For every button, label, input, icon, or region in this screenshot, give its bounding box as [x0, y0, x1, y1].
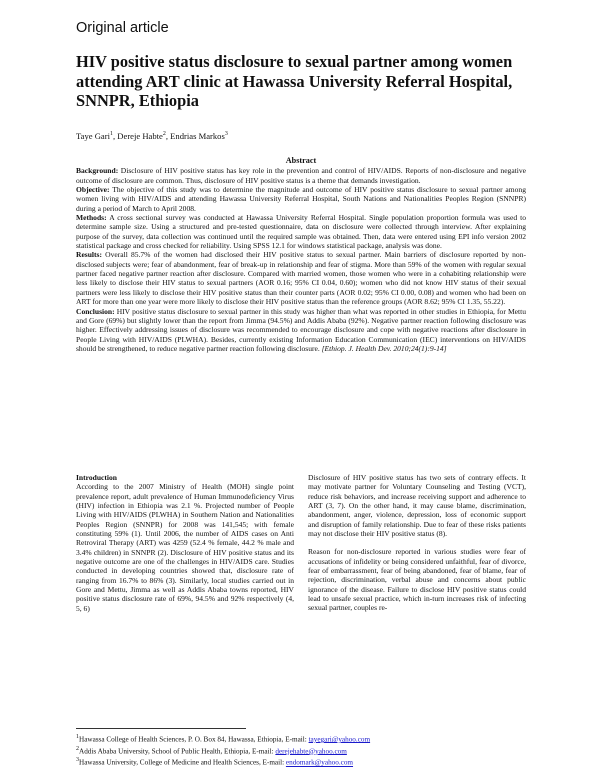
- footnote-text: Addis Ababa University, School of Public Health, Ethiopia, E-mail:: [79, 746, 276, 755]
- article-title: HIV positive status disclosure to sexual partner among women attending ART clinic at Hawassa University Referral Hospital, SNNPR, Ethiopia: [76, 52, 513, 110]
- intro-paragraph: Disclosure of HIV positive status has two sets of contrary effects. It may motivate partner for Voluntary Counseling and Testing (VCT), reduce risk behaviors, and increase receiving support and adherence to ART (3, 7). On the other hand, it may cause blame, discrimination, abandonment, anger, violence, depression, loss of economic support and disruption of family relationship. Due to fear of these risks patients may not disclose their HIV positive status (8).: [308, 473, 526, 539]
- author-separator: ,: [165, 131, 171, 141]
- results-text: Overall 85.7% of the women had disclosed their HIV positive status to sexual partner. Main barriers of disclosure reported by non-disclosed subjects were; fear of abandonment, fear of break-up in relationship and fear of stigma. More than 59% of the women with regular sexual partner faced negative partner reaction after disclosure. Compared with married women, those women who were in a cohabiting relationship were less likely to disclose their HIV status to sexual partners (AOR 0.16; 95% CI 0.04, 0.60); women who did not know HIV status of their sexual partners were less likely to disclose their HIV positive status than their counter parts (AOR 0.02; 95% CI 0.00, 0.08) and women who had been on ART for more than one year were more likely to disclose their HIV positive status than the reference groups (AOR 8.62; 95% CI 1.35, 55.22).: [76, 250, 526, 307]
- background-text: Disclosure of HIV positive status has key role in the prevention and control of HIV/AIDS. Reports of non-disclosure and negative outcome of disclosure are common. Thus, disclosure of HIV positive status is a theme that demands investigation.: [76, 166, 526, 185]
- results-label: Results:: [76, 250, 102, 260]
- footnote-number: 1: [76, 734, 79, 740]
- introduction-heading: Introduction: [76, 473, 117, 482]
- footnote-text: Hawassa College of Health Sciences, P. O. Box 84, Hawassa, Ethiopia, E-mail:: [79, 735, 309, 744]
- author-affiliation-mark: 2: [162, 131, 166, 138]
- methods-label: Methods:: [76, 213, 107, 223]
- right-column: [308, 473, 526, 613]
- author-list: [76, 131, 228, 141]
- abstract-section: [76, 156, 526, 353]
- abstract-methods: [76, 213, 526, 250]
- abstract-background: [76, 166, 526, 185]
- abstract-objective: [76, 185, 526, 213]
- background-label: Background:: [76, 166, 119, 176]
- footnote-email-link[interactable]: tayegari@yahoo.com: [308, 735, 371, 744]
- abstract-heading: Abstract: [285, 156, 317, 165]
- footnote-email-link[interactable]: endomark@yahoo.com: [285, 758, 354, 767]
- footnote: [76, 745, 370, 757]
- intro-paragraph: Reason for non-disclosure reported in various studies were fear of accusations of infidelity or being considered unfaithful, fear of divorce, fear of embarrassment, fear of being abandoned, fear of blame, fear of rejection, discrimination, verbal abuse and concerns about public ignorance of the disease. Failure to disclose HIV positive status could lead to unsafe sexual practice, which in-turn increases risk of infecting sexual partner, couples re-: [308, 547, 526, 613]
- intro-paragraph: According to the 2007 Ministry of Health (MOH) single point prevalence report, adult prevalence of Human Immunodeficiency Virus (HIV) infection in Ethiopia was 2.1 %. Projected number of People Living with HIV/AIDS (PLWHA) in Southern Nation and Nationalities Peoples Region (SNNPR) for 2008 was 141,545; with female constituting 59% (1). Until 2006, the number of AIDS cases on Anti Retroviral Therapy (ART) was 4259 (52.4 % female, 44.2 % male and 3.4% children) in SNNPR (2). Disclosure of HIV positive status and its negative outcome are one of the challenges in HIV/AIDS care. Studies conducted in developing countries showed that, disclosure rate of ranging from 16.7% to 86% (3). Similarly, local studies carried out in Gore and Mettu, Jimma as well as Addis Ababa towns reported, HIV positive status disclosure rate of 69%, 94.5% and 92% respectively (4, 5, 6): [76, 482, 294, 613]
- footnote-number: 2: [76, 745, 79, 752]
- footnotes: [76, 733, 370, 768]
- conclusion-label: Conclusion:: [76, 306, 115, 316]
- methods-text: A cross sectional survey was conducted at Hawassa University Referral Hospital. Single population proportion formula was used to determine sample size. Using a structured and pre-tested questionnaire, data on disclosure were collected through interview. After explaining purpose of the survey, data collection was continued until the required sample was obtained. Then, data were entered using EPI info version 2002 statistical package and cross checked for reliability. Using SPSS 12.1 for windows statistical package, analysis was done.: [76, 213, 526, 251]
- journal-citation: [Ethiop. J. Health Dev. 2010;24(1):9-14]: [321, 343, 447, 353]
- footnote-number: 3: [76, 757, 79, 764]
- abstract-conclusion: [76, 307, 526, 354]
- abstract-results: [76, 250, 526, 306]
- author-name: Dereje Habte: [117, 131, 163, 141]
- footnote-divider: [76, 728, 246, 729]
- author-name: Endrias Markos: [170, 131, 225, 141]
- author-affiliation-mark: 3: [224, 131, 228, 138]
- paragraph-gap: [308, 538, 526, 547]
- objective-text: The objective of this study was to determine the magnitude and outcome of HIV positive status disclosure to sexual partner among women living with HIV/AIDS and attending Hawassa University Referral Hospital, South Nations and Nationalities Peoples Region (SNNPR) during a period of March to April 2008.: [76, 185, 526, 213]
- conclusion-text: HIV positive status disclosure to sexual partner in this study was higher than what was reported in other studies in Ethiopia, for Mettu and Gore (69%) but slightly lower than the report from Jimma (94.5%) and Addis Ababa (92%). Negative partner reaction following disclosure was higher. Effectively addressing issues of disclosure was recommended to encourage disclosure and cope with negative reactions after disclosure in People Living with HIV/AIDS (PLWHA). Besides, currently existing Information Education Communication (IEC) interventions on HIV/AIDS should be strengthened, to reduce negative partner reaction following disclosure.: [76, 306, 526, 353]
- footnote-text: Hawassa University, College of Medicine and Health Sciences, E-mail:: [79, 758, 286, 767]
- footnote: [76, 756, 370, 768]
- article-type-label: Original article: [76, 20, 169, 36]
- objective-label: Objective:: [76, 185, 110, 195]
- left-column: [76, 473, 294, 613]
- footnote-email-link[interactable]: derejehabte@yahoo.com: [275, 746, 347, 755]
- author-separator: ,: [113, 131, 118, 141]
- footnote: [76, 733, 370, 745]
- author-affiliation-mark: 1: [110, 131, 113, 138]
- author-name: Taye Gari: [76, 131, 110, 141]
